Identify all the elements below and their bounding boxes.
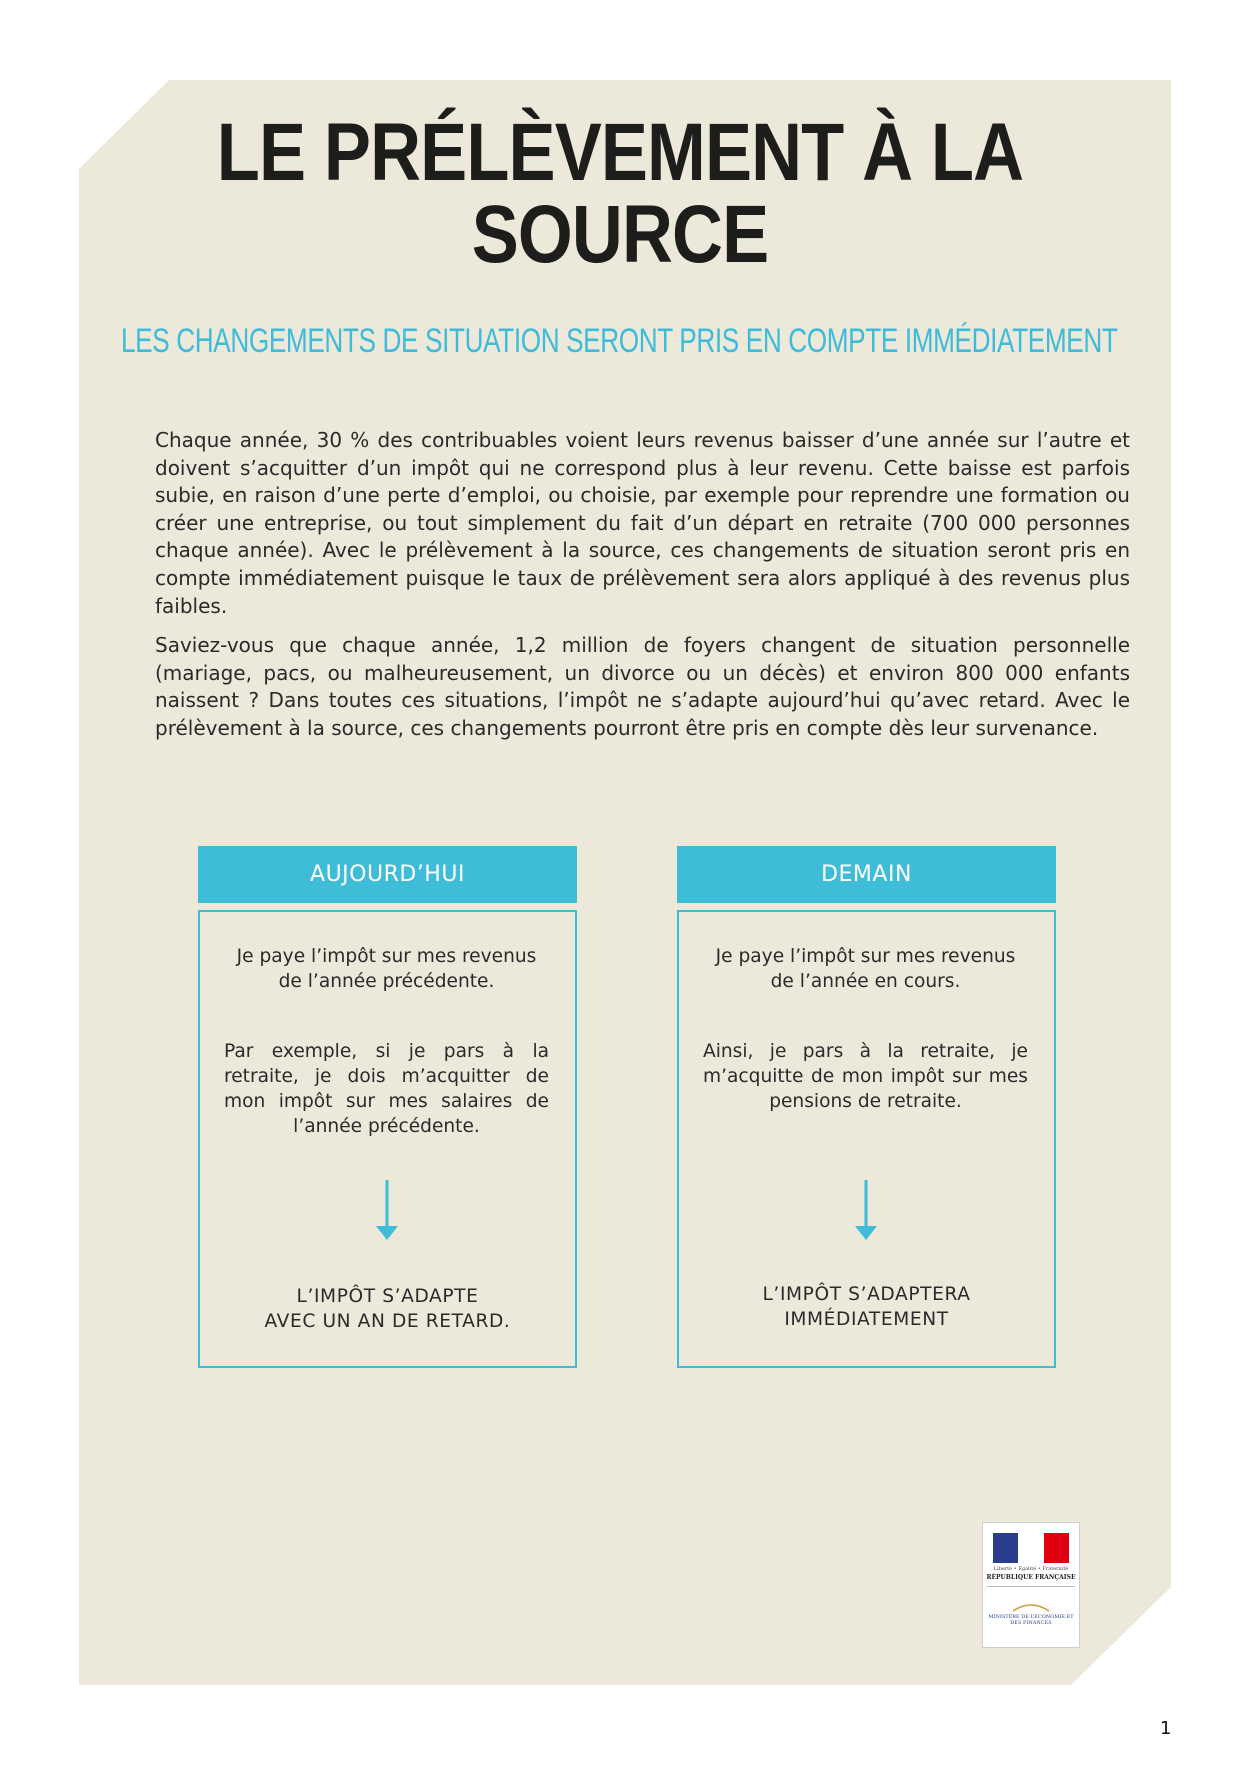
tomorrow-box xyxy=(677,910,1056,1368)
paragraph-1: Chaque année, 30 % des contribuables voient leurs revenus baisser d’une année sur l’autre et doivent s’acquitter d’un impôt qui ne correspond plus à leur revenu. Cette baisse est parfois subie, en raison d’une perte d’emploi, ou choisie, par exemple pour reprendre une formation ou créer une entreprise, ou tout simplement du fait d’un départ en retraite (700 000 personnes chaque année). Avec le prélèvement à la source, ces changements de situation seront pris en compte immédiatement puisque le taux de prélèvement sera alors appliqué à des revenus plus faibles. xyxy=(155,428,1130,618)
ministry-emblem-icon xyxy=(1011,1601,1051,1613)
logo-divider xyxy=(987,1586,1075,1587)
body-text xyxy=(155,427,1130,755)
logo-republic: RÉPUBLIQUE FRANÇAISE xyxy=(986,1574,1076,1581)
logo-ministry: MINISTÈRE DE L’ÉCONOMIE ET DES FINANCES xyxy=(988,1614,1074,1626)
today-box xyxy=(198,910,577,1368)
today-text-2: Par exemple, si je pars à la retraite, je dois m’acquitter de mon impôt sur mes salaires de l’année précédente. xyxy=(224,1041,549,1137)
today-result-line-2: AVEC UN AN DE RETARD. xyxy=(264,1311,511,1332)
government-logo xyxy=(982,1522,1080,1648)
page-title: LE PRÉLÈVEMENT À LA SOURCE xyxy=(216,107,1024,280)
tomorrow-header: DEMAIN xyxy=(677,846,1056,903)
tomorrow-text-2: Ainsi, je pars à la retraite, je m’acquitte de mon impôt sur mes pensions de retraite. xyxy=(703,1041,1028,1112)
today-header: AUJOURD’HUI xyxy=(198,846,577,903)
section-subtitle: LES CHANGEMENTS DE SITUATION SERONT PRIS EN COMPTE IMMÉDIATEMENT xyxy=(121,322,1118,360)
tomorrow-result-line-2: IMMÉDIATEMENT xyxy=(784,1309,949,1330)
logo-motto: Liberté • Égalité • Fraternité xyxy=(993,1566,1069,1572)
today-text-1: Je paye l’impôt sur mes revenus de l’année précédente. xyxy=(236,946,537,992)
french-flag-icon xyxy=(993,1533,1069,1563)
page-number: 1 xyxy=(1160,1718,1172,1739)
today-result-line-1: L’IMPÔT S’ADAPTE xyxy=(296,1286,479,1307)
arrow-down-icon xyxy=(851,1180,881,1242)
arrow-down-icon xyxy=(372,1180,402,1242)
paragraph-2: Saviez-vous que chaque année, 1,2 million de foyers changent de situation personnelle (mariage, pacs, ou malheureusement, un divorce ou un décès) et environ 800 000 enfants naissent ? Dans toutes ces situations, l’impôt ne s’adapte aujourd’hui qu’avec retard. Avec le prélèvement à la source, ces changements pourront être pris en compte dès leur survenance. xyxy=(155,633,1130,740)
tomorrow-text-1: Je paye l’impôt sur mes revenus de l’année en cours. xyxy=(715,946,1016,992)
tomorrow-result-line-1: L’IMPÔT S’ADAPTERA xyxy=(762,1284,971,1305)
